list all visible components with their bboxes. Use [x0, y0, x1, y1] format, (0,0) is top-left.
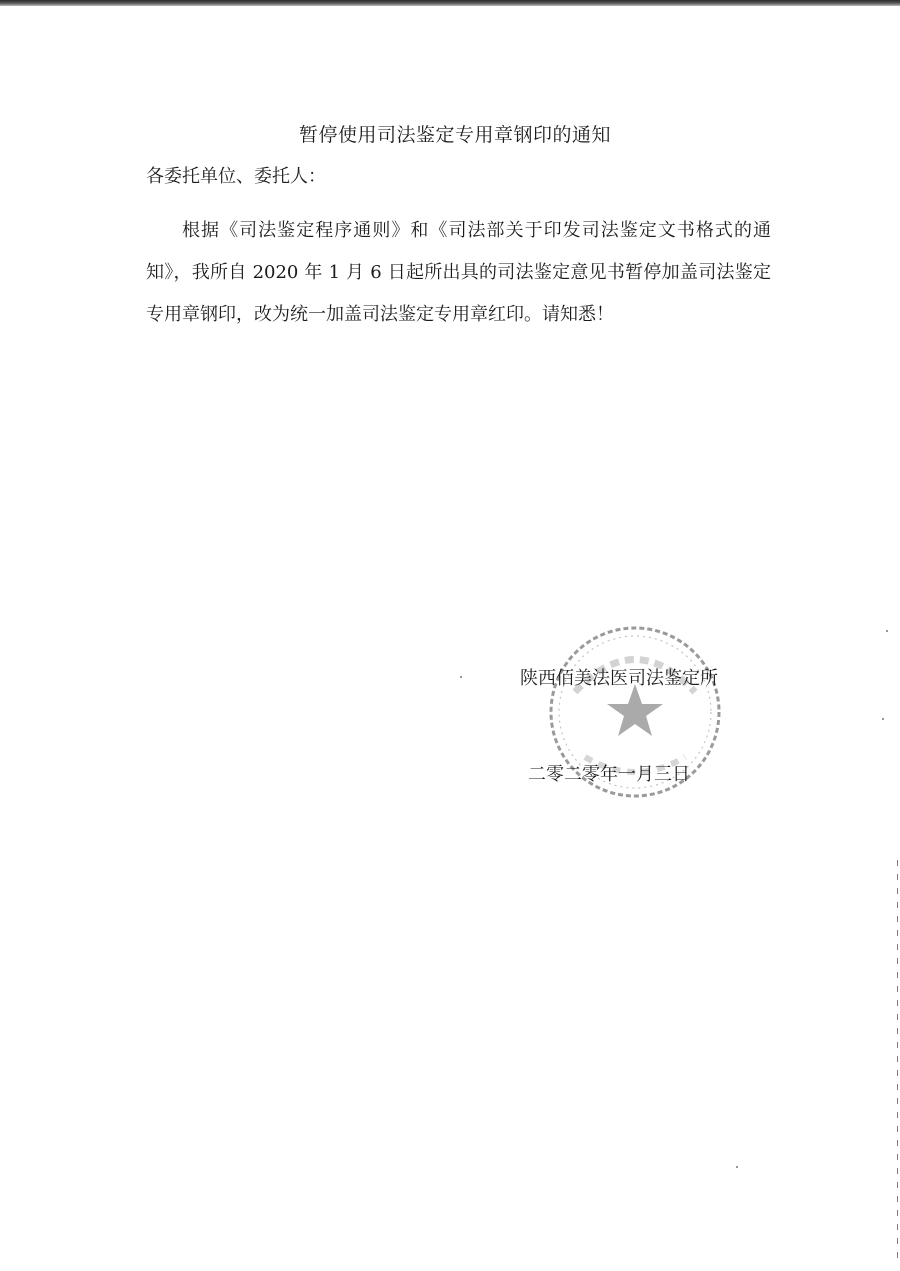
- salutation: 各委托单位、委托人：: [146, 166, 326, 187]
- scan-speck: [460, 676, 462, 678]
- scan-speck: [882, 718, 884, 720]
- issue-date: 二零二零年一月三日: [528, 764, 690, 785]
- scan-border-right: [897, 860, 898, 1260]
- scan-speck: [736, 1166, 738, 1168]
- document-title: 暂停使用司法鉴定专用章钢印的通知: [298, 124, 611, 146]
- scan-speck: [886, 630, 888, 632]
- issuer-signature: 陕西佰美法医司法鉴定所: [520, 668, 718, 689]
- scan-border-top: [0, 0, 900, 6]
- body-paragraph: 根据《司法鉴定程序通则》和《司法部关于印发司法鉴定文书格式的通知》，我所自 2020 年 1 月 6 日起所出具的司法鉴定意见书暂停加盖司法鉴定专用章钢印，改为统一加盖司法鉴定专用章红印。请知悉！: [146, 220, 771, 325]
